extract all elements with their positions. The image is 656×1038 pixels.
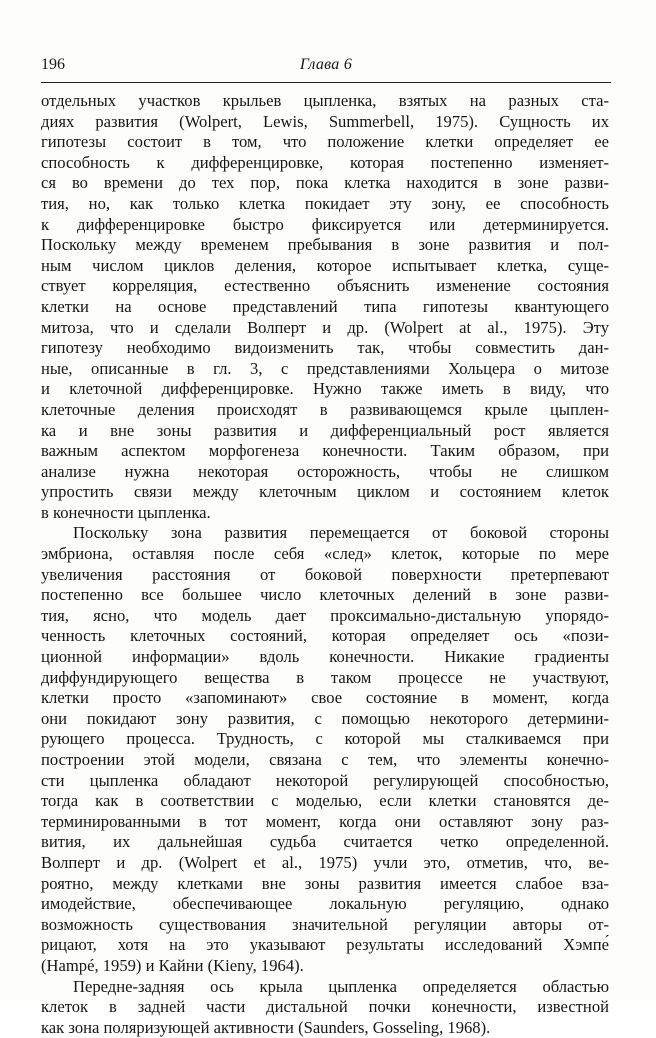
text-line: митоза, что и сделали Волперт и др. (Wolpert at al., 1975). Эту [41,317,609,337]
text-line: клетки просто «запоминают» свое состояние в момент, когда [41,688,609,708]
text-line: увеличения расстояния от боковой поверхности претерпевают [41,564,609,584]
text-line: ченность клеточных состояний, которая определяет ось «пози- [41,626,609,646]
page-header [41,56,611,80]
text-line: роятно, между клетками вне зоны развития имеется слабое вза- [41,873,609,893]
text-line: сти цыпленка обладают некоторой регулирующей способностью, [41,770,609,790]
text-line: отдельных участков крыльев цыпленка, взятых на разных ста- [41,91,609,110]
text-line: (Hampé, 1959) и Кайни (Kieny, 1964). [41,955,304,975]
text-line: Передне-задняя ось крыла цыпленка определяется областью [73,976,609,996]
text-line: как зона поляризующей активности (Saunders, Gosseling, 1968). [41,1017,491,1037]
text-line: к дифференцировке быстро фиксируется или детерминируется. [41,214,609,234]
text-line: ствует корреляция, естественно объяснить изменение состояния [41,276,609,296]
text-line: Поскольку зона развития перемещается от боковой стороны [73,523,609,543]
text-line: клеточные деления происходят в развивающемся крыле цыплен- [41,399,609,419]
text-line: анализе нужна некоторая осторожность, чтобы не слишком [41,461,609,481]
text-line: имодействие, обеспечивающее локальную регуляцию, однако [41,894,609,914]
text-line: тогда как в соответствии с моделью, если клетки становятся де- [41,791,609,811]
header-divider [41,82,611,83]
text-line: эмбриона, оставляя после себя «след» клеток, которые по мере [41,544,609,564]
text-line: гипотезу необходимо видоизменить так, чтобы совместить дан- [41,338,609,358]
text-line: они покидают зону развития, с помощью некоторого детермини- [41,708,609,728]
text-line: диях развития (Wolpert, Lewis, Summerbell, 1975). Сущность их [41,111,609,131]
text-line: клетки на основе представлений типа гипотезы квантующего [41,296,609,316]
text-line: важным аспектом морфогенеза конечности. Таким образом, при [41,441,609,461]
text-line: и клеточной дифференцировке. Нужно также иметь в виду, что [41,379,609,399]
text-line: ционной информации» вдоль конечности. Никакие градиенты [41,647,609,667]
text-line: терминированными в тот момент, когда они оставляют зону раз- [41,811,609,831]
paragraph [41,91,609,523]
text-line: Волперт и др. (Wolpert et al., 1975) учли это, отметив, что, ве- [41,852,609,872]
text-line: ным числом циклов деления, которое испытывает клетка, суще- [41,255,609,275]
chapter-running-head: Глава 6 [299,56,353,73]
paragraph [41,977,609,1038]
text-line: постепенно все большее число клеточных делений в зоне разви- [41,585,609,605]
text-line: тия, ясно, что модель дает проксимально-дистальную упорядо- [41,605,609,625]
body-text [41,91,609,1038]
text-line: ные, описанные в гл. 3, с представлениями Хольцера о митозе [41,358,609,378]
text-line: гипотезы состоит в том, что положение клетки определяет ее [41,132,609,152]
paragraph [41,523,609,976]
text-line: в конечности цыпленка. [41,502,211,522]
text-line: тия, но, как только клетка покидает эту зону, ее способность [41,193,609,213]
text-line: построении этой модели, связана с тем, что элементы конечно- [41,750,609,769]
page-number: 196 [41,56,65,73]
text-line: вития, их дальнейшая судьба считается четко определенной. [41,832,609,852]
text-line: ся во времени до тех пор, пока клетка находится в зоне разви- [41,173,609,193]
text-line: упростить связи между клеточным циклом и состоянием клеток [41,482,609,502]
text-line: клеток в задней части дистальной почки конечности, известной [41,997,609,1017]
text-line: способность к дифференцировке, которая постепенно изменяет- [41,152,609,172]
text-line: возможность существования значительной регуляции авторы от- [41,914,609,934]
text-line: рующего процесса. Трудность, с которой мы сталкиваемся при [41,729,609,749]
text-line: рицают, хотя на это указывают результаты исследований Хэмпе́ [41,935,609,955]
text-line: Поскольку между временем пребывания в зоне развития и пол- [41,235,609,255]
text-line: диффундирующего вещества в таком процессе не участвуют, [41,667,609,687]
text-line: ка и вне зоны развития и дифференциальный рост является [41,420,609,440]
